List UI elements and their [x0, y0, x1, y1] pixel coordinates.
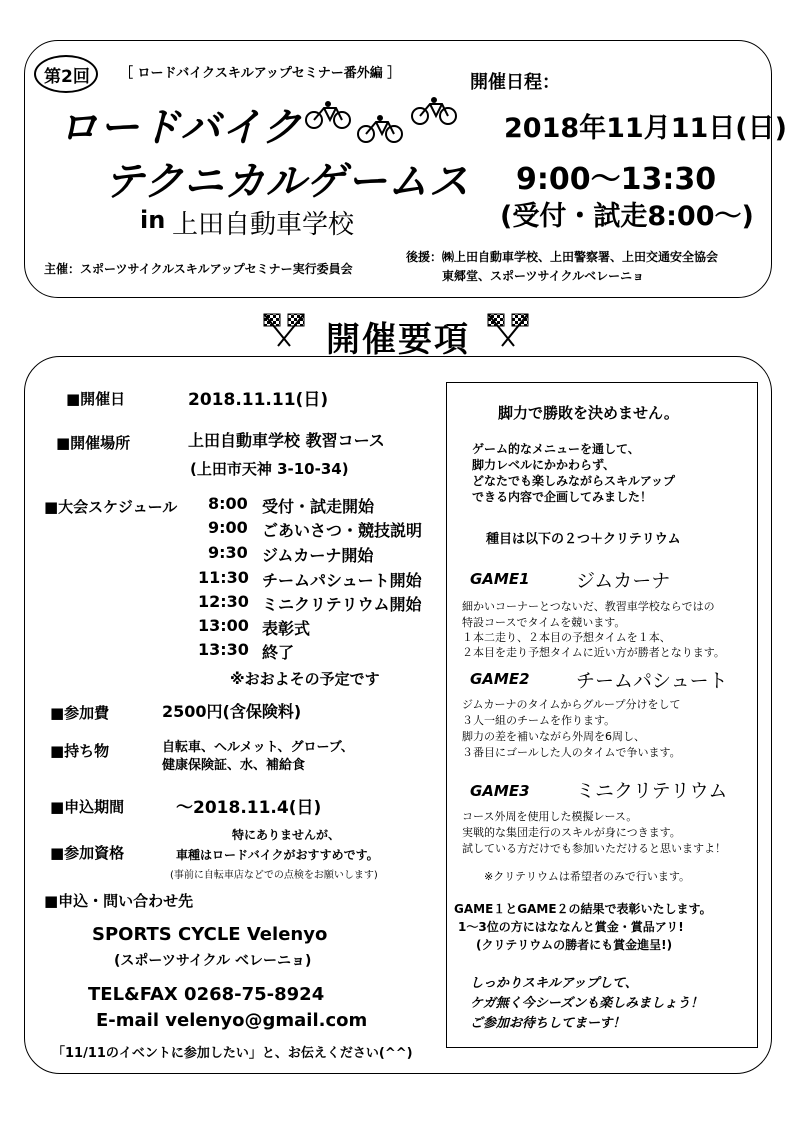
section-title: 開催要項: [326, 320, 470, 360]
date-item-value: 2018.11.11(日): [188, 390, 329, 410]
phone: TEL&FAX 0268-75-8924: [88, 984, 325, 1005]
bicycle-icon: [410, 96, 458, 126]
game-desc-line: ２本目を走り予想タイムに近い方が勝者となります。: [462, 646, 725, 659]
game-tag: GAME3: [470, 782, 530, 800]
intro-line: 脚力レベルにかかわらず、: [472, 458, 616, 472]
game-desc-line: ジムカーナのタイムからグループ分けをして: [462, 698, 681, 711]
game-name: ミニクリテリウム: [576, 780, 728, 802]
game-desc-line: ３番目にゴールした人のタイムで争います。: [462, 746, 681, 759]
bicycle-icon: [356, 114, 404, 144]
shop-name: SPORTS CYCLE Velenyo: [92, 924, 328, 945]
game-desc-line: 特設コースでタイムを競います。: [462, 616, 626, 629]
place-address: (上田市天神 3-10-34): [190, 460, 349, 478]
event-title-line1: ロードバイク: [58, 105, 303, 151]
period-label: ■申込期間: [50, 798, 125, 816]
qual-line1: 特にありませんが、: [232, 828, 341, 842]
place-item-label: ■開催場所: [56, 434, 131, 452]
schedule-time: 9:00: [208, 518, 248, 537]
schedule-time: 11:30: [198, 568, 249, 587]
intro-line: どなたでも楽しみながらスキルアップ: [472, 474, 676, 488]
items-line2: 健康保険証、水、補給食: [162, 758, 306, 773]
organizer: 主催：スポーツサイクルスキルアップセミナー実行委員会: [44, 262, 353, 276]
schedule-event: チームパシュート開始: [262, 571, 422, 590]
qual-note: (事前に自転車店などでの点検をお願いします): [170, 870, 378, 881]
apply-instruction: 「11/11のイベントに参加したい」と、お伝えください(^^): [52, 1046, 413, 1061]
date-label: 開催日程：: [470, 72, 560, 93]
panel-heading: 脚力で勝敗を決めません。: [498, 404, 679, 422]
edition-label: 第2回: [44, 67, 90, 87]
awards-line: GAME１とGAME２の結果で表彰いたします。: [454, 902, 712, 916]
game-desc-line: 脚力の差を補いながら外周を6周し、: [462, 730, 645, 743]
event-title-line2: テクニカルゲームス: [104, 159, 470, 205]
shop-kana: (スポーツサイクル ベレーニョ): [114, 953, 312, 969]
schedule-time: 13:30: [198, 640, 249, 659]
schedule-time: 9:30: [208, 543, 248, 562]
closing-line: しっかりスキルアップして、: [470, 976, 638, 991]
email: E-mail velenyo@gmail.com: [96, 1010, 368, 1031]
schedule-event: 受付・試走開始: [262, 497, 375, 516]
schedule-label: ■大会スケジュール: [44, 498, 178, 516]
closing-line: ケガ無く今シーズンも楽しみましょう！: [470, 996, 704, 1011]
event-date: 2018年11月11日(日): [504, 113, 787, 144]
date-item-label: ■開催日: [66, 390, 126, 408]
game-tag: GAME1: [470, 570, 530, 588]
items-line1: 自転車、ヘルメット、グローブ、: [162, 740, 354, 755]
schedule-event: ごあいさつ・競技説明: [262, 521, 423, 540]
intro-line: ゲーム的なメニューを通して、: [472, 442, 640, 456]
event-time: 9:00～13:30: [516, 162, 717, 197]
schedule-time: 8:00: [208, 494, 248, 513]
schedule-event: 終了: [262, 643, 295, 662]
bicycle-icon: [304, 100, 352, 130]
game-desc-line: 試している方だけでも参加いただけると思いますよ！: [462, 842, 726, 855]
qual-line2: 車種はロードバイクがおすすめです。: [176, 848, 379, 862]
awards-line: (クリテリウムの勝者にも賞金進呈!): [476, 938, 673, 952]
schedule-event: ジムカーナ開始: [262, 546, 374, 565]
schedule-time: 12:30: [198, 592, 249, 611]
intro-line: できる内容で企画してみました！: [472, 490, 653, 504]
fee-label: ■参加費: [50, 704, 110, 722]
event-subtitle: ［ ロードバイクスキルアップセミナー番外編 ］: [120, 66, 401, 81]
place-item-value: 上田自動車学校 教習コース: [188, 431, 385, 450]
items-label: ■持ち物: [50, 742, 110, 760]
game-tag: GAME2: [470, 670, 530, 688]
awards-line: 1～3位の方にはななんと賞金・賞品アリ!: [458, 920, 684, 934]
sponsor-line1: 後援：㈱上田自動車学校、上田警察署、上田交通安全協会: [406, 250, 719, 264]
checkered-flag-icon: [258, 312, 310, 348]
contact-label: ■申込・問い合わせ先: [44, 892, 194, 910]
crit-note: ※クリテリウムは希望者のみで行います。: [484, 870, 691, 883]
qual-label: ■参加資格: [50, 844, 125, 862]
schedule-event: 表彰式: [262, 619, 311, 638]
venue-name: 上田自動車学校: [172, 210, 355, 240]
edition-badge: [34, 55, 98, 93]
game-desc-line: コース外周を使用した模擬レース。: [462, 810, 638, 823]
reception-time: (受付・試走8:00～): [500, 201, 754, 232]
schedule-event: ミニクリテリウム開始: [262, 595, 422, 614]
closing-line: ご参加お待ちしてまーす！: [470, 1016, 626, 1031]
game-desc-line: ３人一組のチームを作ります。: [462, 714, 616, 727]
sponsor-line2: 東郷堂、スポーツサイクルベレーニョ: [442, 269, 645, 283]
events-title: 種目は以下の２つ＋クリテリウム: [486, 532, 681, 547]
game-desc-line: 実戦的な集団走行のスキルが身につきます。: [462, 826, 681, 839]
period-value: ～2018.11.4(日): [176, 798, 322, 818]
venue-prefix: in: [140, 206, 166, 234]
fee-value: 2500円(含保険料): [162, 702, 302, 721]
game-name: チームパシュート: [576, 670, 728, 692]
game-name: ジムカーナ: [576, 570, 671, 592]
schedule-note: ※おおよその予定です: [230, 670, 380, 688]
game-desc-line: 細かいコーナーとつないだ、教習車学校ならではの: [462, 600, 715, 613]
game-desc-line: １本二走り、２本目の予想タイムを１本、: [462, 631, 671, 644]
checkered-flag-icon: [482, 312, 534, 348]
schedule-time: 13:00: [198, 616, 249, 635]
